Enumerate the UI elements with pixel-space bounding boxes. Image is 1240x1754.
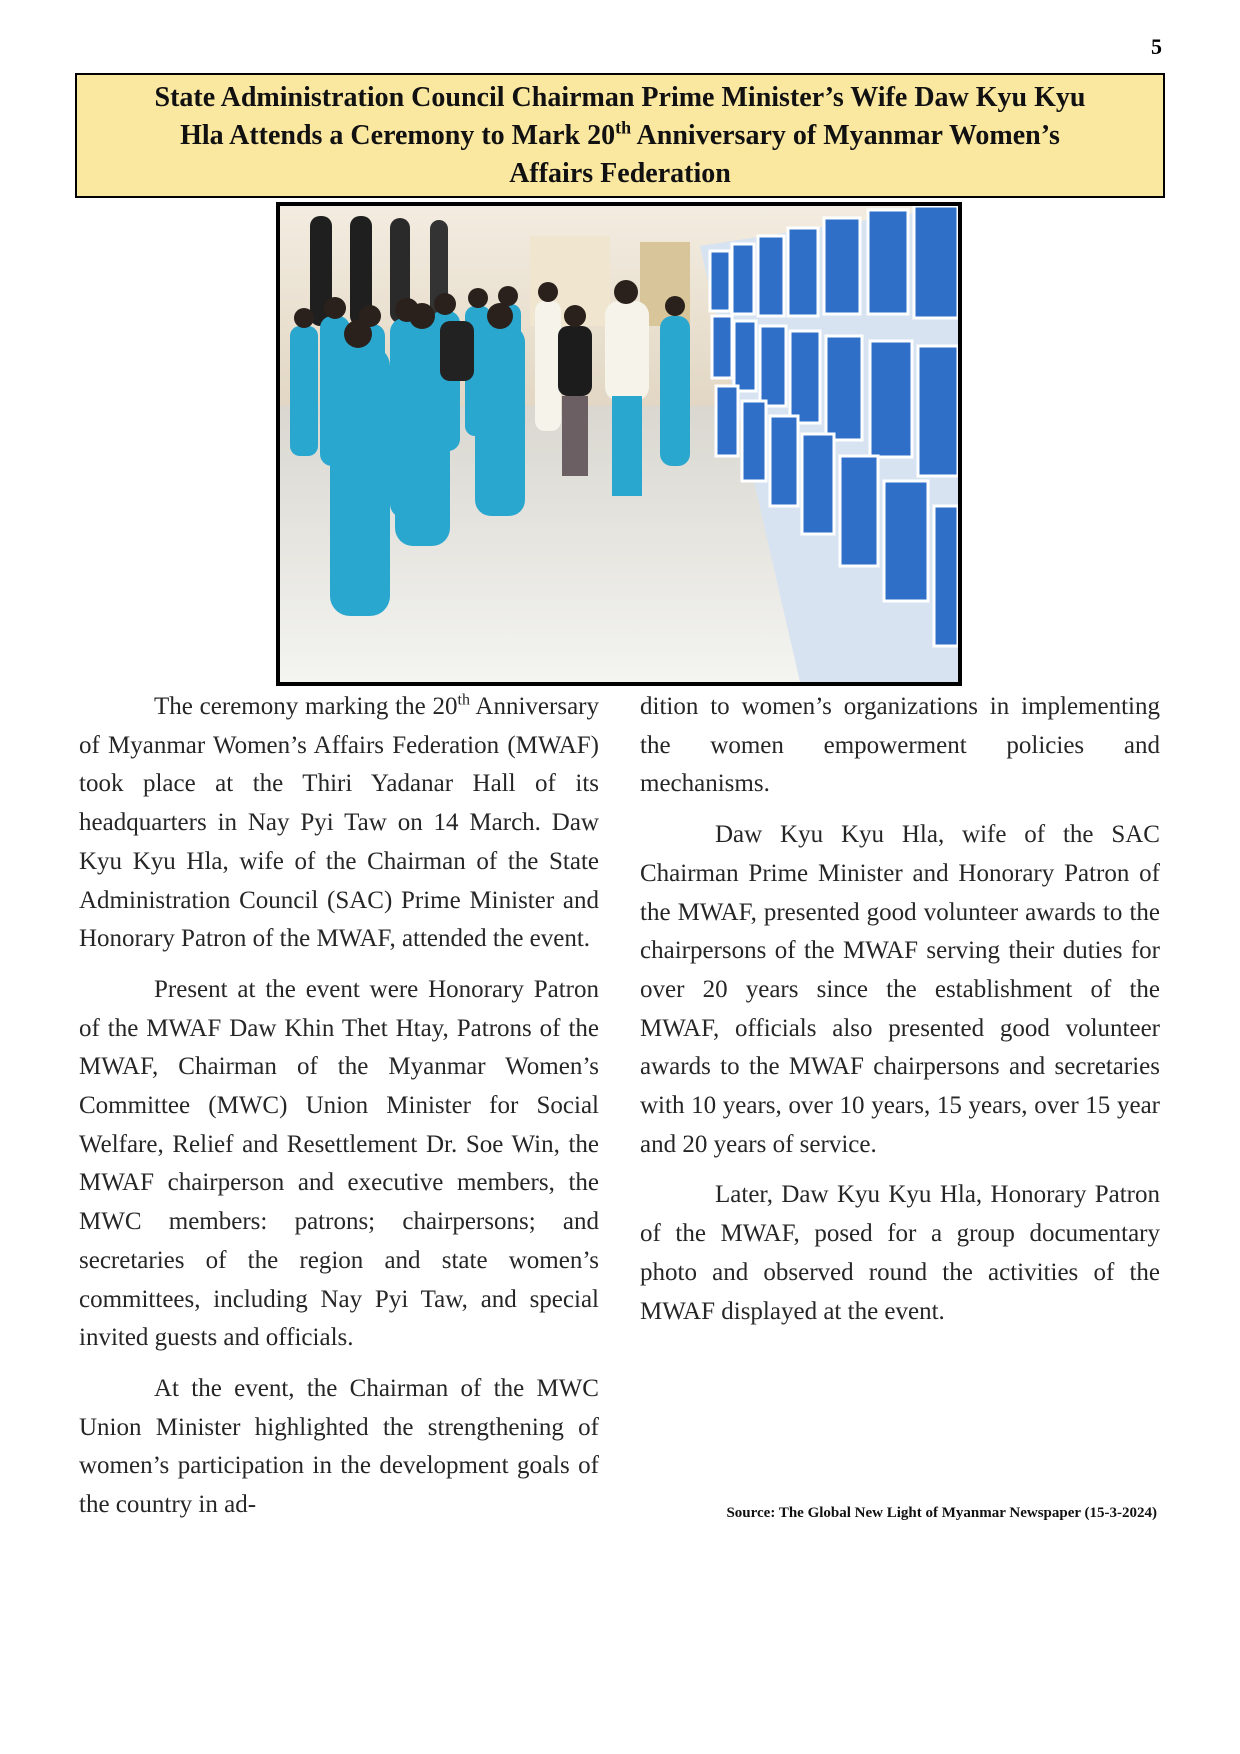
article-title-box	[75, 73, 1165, 198]
article-title	[155, 79, 1086, 193]
title-line-2-sup: th	[615, 117, 632, 138]
paragraph-3-start: At the event, the Chairman of the MWC Union Minister highlighted the strengthening of women’s participation in the development goals of the country in ad-	[79, 1374, 599, 1519]
paragraph-3-end: dition to women’s organizations in implementing the women empowerment policies and mechanisms.	[640, 693, 1160, 798]
title-line-2-pre: Hla Attends a Ceremony to Mark 20	[180, 119, 616, 151]
title-line-2-post: Anniversary of Myanmar Women’s	[631, 119, 1060, 151]
event-photo-illustration	[280, 206, 958, 682]
paragraph-1-post: Anniversary of Myanmar Women’s Affairs Federation (MWAF) took place at the Thiri Yadanar Hall of its headquarters in Nay Pyi Taw on 14 March. Daw Kyu Kyu Hla, wife of the Chairman of the State Administration Council (SAC) Prime Minister and Honorary Patron of the MWAF, attended the event.	[79, 693, 599, 953]
paragraph-5: Later, Daw Kyu Kyu Hla, Honorary Patron of the MWAF, posed for a group documentary photo and observed round the activities of the MWAF displayed at the event.	[640, 1181, 1160, 1325]
article-column-left	[79, 688, 599, 1537]
paragraph-1-pre: The ceremony marking the 20	[154, 693, 458, 720]
paragraph-4: Daw Kyu Kyu Hla, wife of the SAC Chairman Prime Minister and Honorary Patron of the MWAF, presented good volunteer awards to the chairpersons of the MWAF serving their duties for over 20 years since the establishment of the MWAF, officials also presented good volunteer awards to the MWAF chairpersons and secretaries with 10 years, over 10 years, 15 years, over 15 year and 20 years of service.	[640, 821, 1160, 1158]
event-photo	[276, 202, 962, 686]
paragraph-1-sup: th	[457, 691, 470, 709]
title-line-3: Affairs Federation	[509, 157, 731, 189]
page-number: 5	[1151, 34, 1162, 59]
paragraph-1	[79, 688, 599, 959]
paragraph-2: Present at the event were Honorary Patron of the MWAF Daw Khin Thet Htay, Patrons of the MWAF, Chairman of the Myanmar Women’s Committee (MWC) Union Minister for Social Welfare, Relief and Resettlement Dr. Soe Win, the MWAF chairperson and executive members, the MWC members: patrons; chairpersons; and secretaries of the region and state women’s committees, including Nay Pyi Taw, and special invited guests and officials.	[79, 975, 599, 1352]
title-line-1: State Administration Council Chairman Prime Minister’s Wife Daw Kyu Kyu	[154, 81, 1086, 113]
source-credit: Source: The Global New Light of Myanmar Newspaper (15-3-2024)	[726, 1505, 1157, 1521]
article-column-right	[640, 688, 1160, 1343]
